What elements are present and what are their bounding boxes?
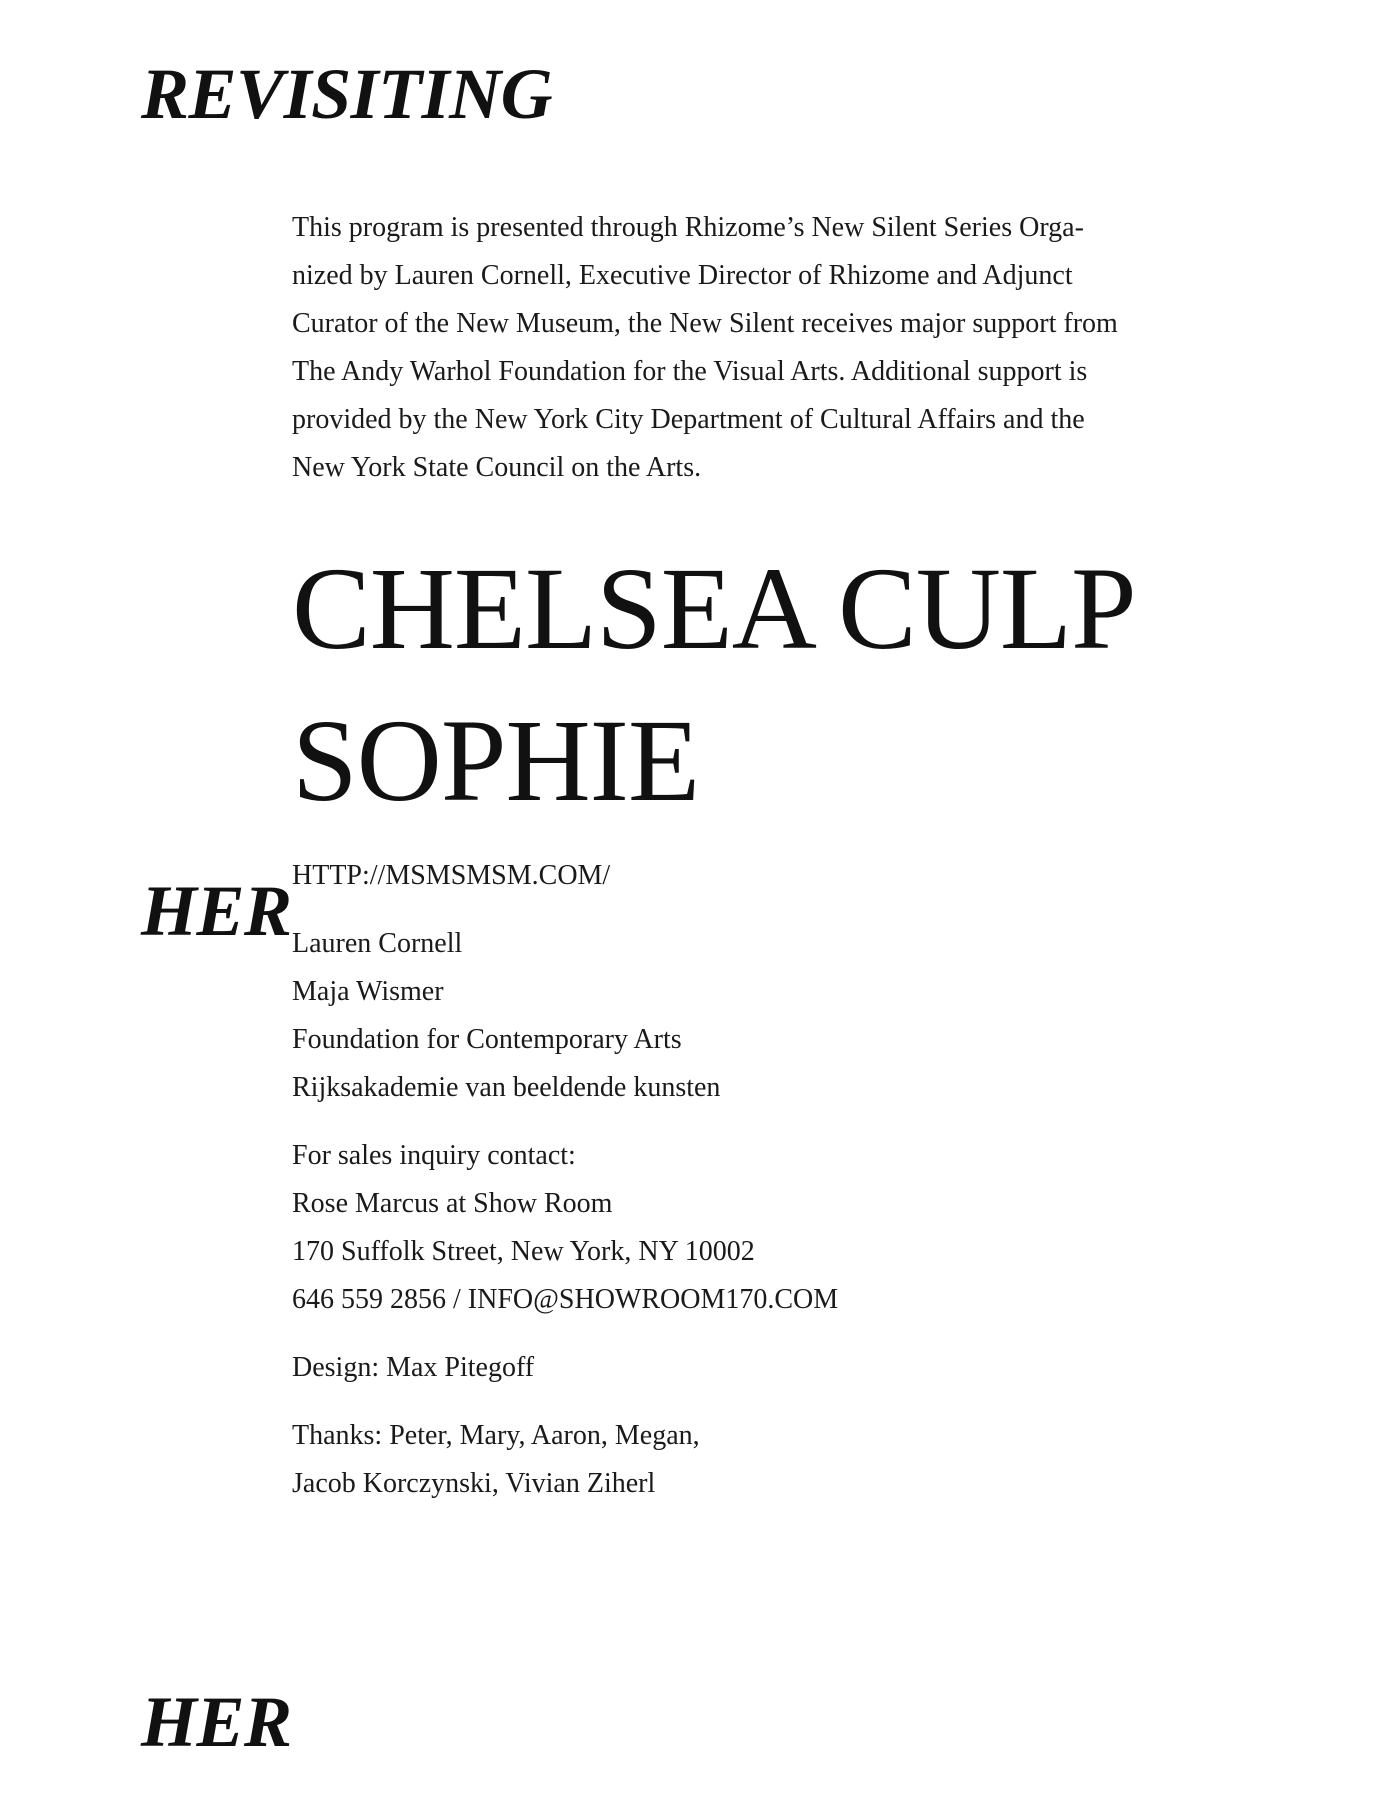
intro-line: nized by Lauren Cornell, Executive Director of Rhizome and Adjunct: [292, 260, 1073, 291]
sales-contact: [292, 1132, 1192, 1324]
intro-line: provided by the New York City Department of Cultural Affairs and the: [292, 404, 1085, 435]
design-credit: Design: Max Pitegoff: [292, 1352, 535, 1383]
website-url-block: [292, 852, 1192, 900]
artist-name: CHELSEA CULP: [292, 543, 1136, 674]
heading-her-bottom: HER: [141, 1682, 292, 1762]
heading-revisiting: REVISITING: [141, 54, 553, 134]
website-url[interactable]: HTTP://MSMSMSM.COM/: [292, 860, 611, 891]
thanks-line: Thanks: Peter, Mary, Aaron, Megan,: [292, 1420, 700, 1451]
intro-line: The Andy Warhol Foundation for the Visual Arts. Additional support is: [292, 356, 1088, 387]
info-section: [292, 852, 1192, 1528]
artist-name: SOPHIE: [292, 695, 700, 826]
sales-line: Rose Marcus at Show Room: [292, 1188, 613, 1219]
thanks-block: [292, 1412, 1192, 1508]
sales-line: For sales inquiry contact:: [292, 1140, 576, 1171]
heading-her-middle: HER: [141, 871, 292, 951]
intro-line: This program is presented through Rhizome’s New Silent Series Orga-: [292, 212, 1084, 243]
credit-item: Lauren Cornell: [292, 928, 463, 959]
credit-item: Maja Wismer: [292, 976, 444, 1007]
intro-line: New York State Council on the Arts.: [292, 452, 702, 483]
credit-item: Foundation for Contemporary Arts: [292, 1024, 682, 1055]
intro-paragraph: [292, 204, 1152, 492]
thanks-line: Jacob Korczynski, Vivian Ziherl: [292, 1468, 656, 1499]
credit-item: Rijksakademie van beeldende kunsten: [292, 1072, 721, 1103]
design-credit-block: [292, 1344, 1192, 1392]
intro-line: Curator of the New Museum, the New Silent receives major support from: [292, 308, 1118, 339]
artist-names: [292, 533, 1192, 837]
credits-list: [292, 920, 1192, 1112]
sales-line: 646 559 2856 / INFO@SHOWROOM170.COM: [292, 1284, 839, 1315]
sales-line: 170 Suffolk Street, New York, NY 10002: [292, 1236, 755, 1267]
